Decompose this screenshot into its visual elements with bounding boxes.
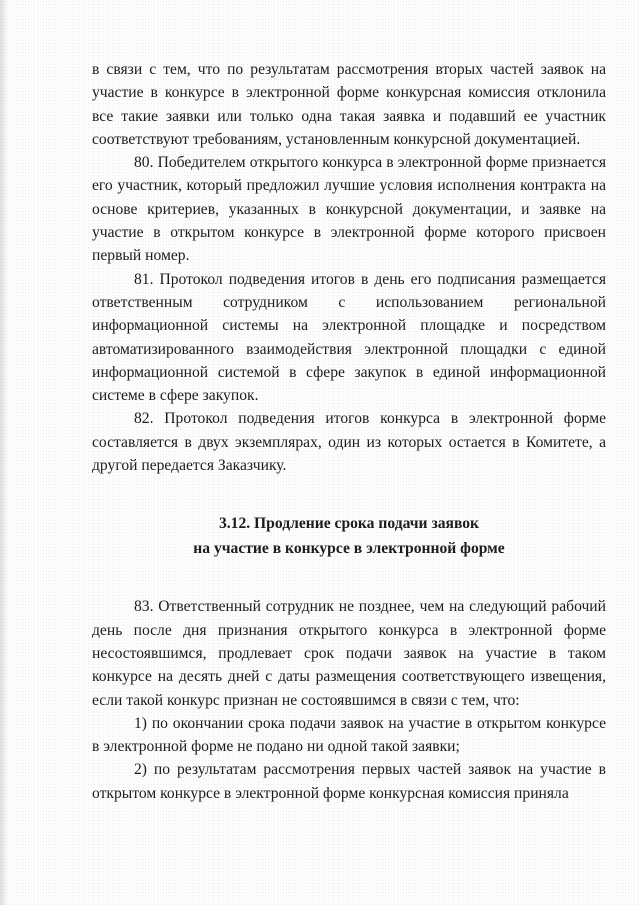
- paragraph-81: 81. Протокол подведения итогов в день его подписания размещается ответственным сотрудником с использованием региональной информационной системы на электронной площадке и посредством автоматизированного взаимодействия электронной площадки с единой информационной системой в сфере закупок в единой информационной системе в сфере закупок.: [92, 270, 606, 405]
- list-item-2: 2) по результатам рассмотрения первых частей заявок на участие в открытом конкурсе в электронной форме конкурсная комиссия приняла: [92, 761, 606, 802]
- document-body: [92, 58, 606, 805]
- section-heading-line-2: на участие в конкурсе в электронной форме: [193, 540, 505, 558]
- scan-edge-shadow: [0, 0, 8, 905]
- list-item-1: 1) по окончании срока подачи заявок на участие в открытом конкурсе в электронной форме не подано ни одной такой заявки;: [92, 714, 606, 756]
- paragraph-continued: в связи с тем, что по результатам рассмотрения вторых частей заявок на участие в конкурсе в электронной форме конкурсная комиссия отклонила все такие заявки или только одна такая заявка и подавший ее участник соответствуют требованиям, установленным конкурсной документацией.: [92, 61, 606, 148]
- section-heading-line-1: 3.12. Продление срока подачи заявок: [218, 515, 480, 533]
- paragraph-82: 82. Протокол подведения итогов конкурса в электронной форме составляется в двух экземплярах, один из которых остается в Комитете, а другой передается Заказчику.: [92, 410, 606, 475]
- section-heading: [92, 511, 606, 561]
- paragraph-83: 83. Ответственный сотрудник не позднее, чем на следующий рабочий день после дня признания открытого конкурса в электронной форме несостоявшимся, продлевает срок подачи заявок на участие в таком конкурсе на десять дней с даты размещения соответствующего извещения, если такой конкурс признан не состоявшимся в связи с тем, что:: [92, 598, 606, 709]
- paragraph-80: 80. Победителем открытого конкурса в электронной форме признается его участник, который предложил лучшие условия исполнения контракта на основе критериев, указанных в конкурсной документации, и заявке на участие в открытом конкурсе в электронной форме которого присвоен первый номер.: [92, 154, 606, 265]
